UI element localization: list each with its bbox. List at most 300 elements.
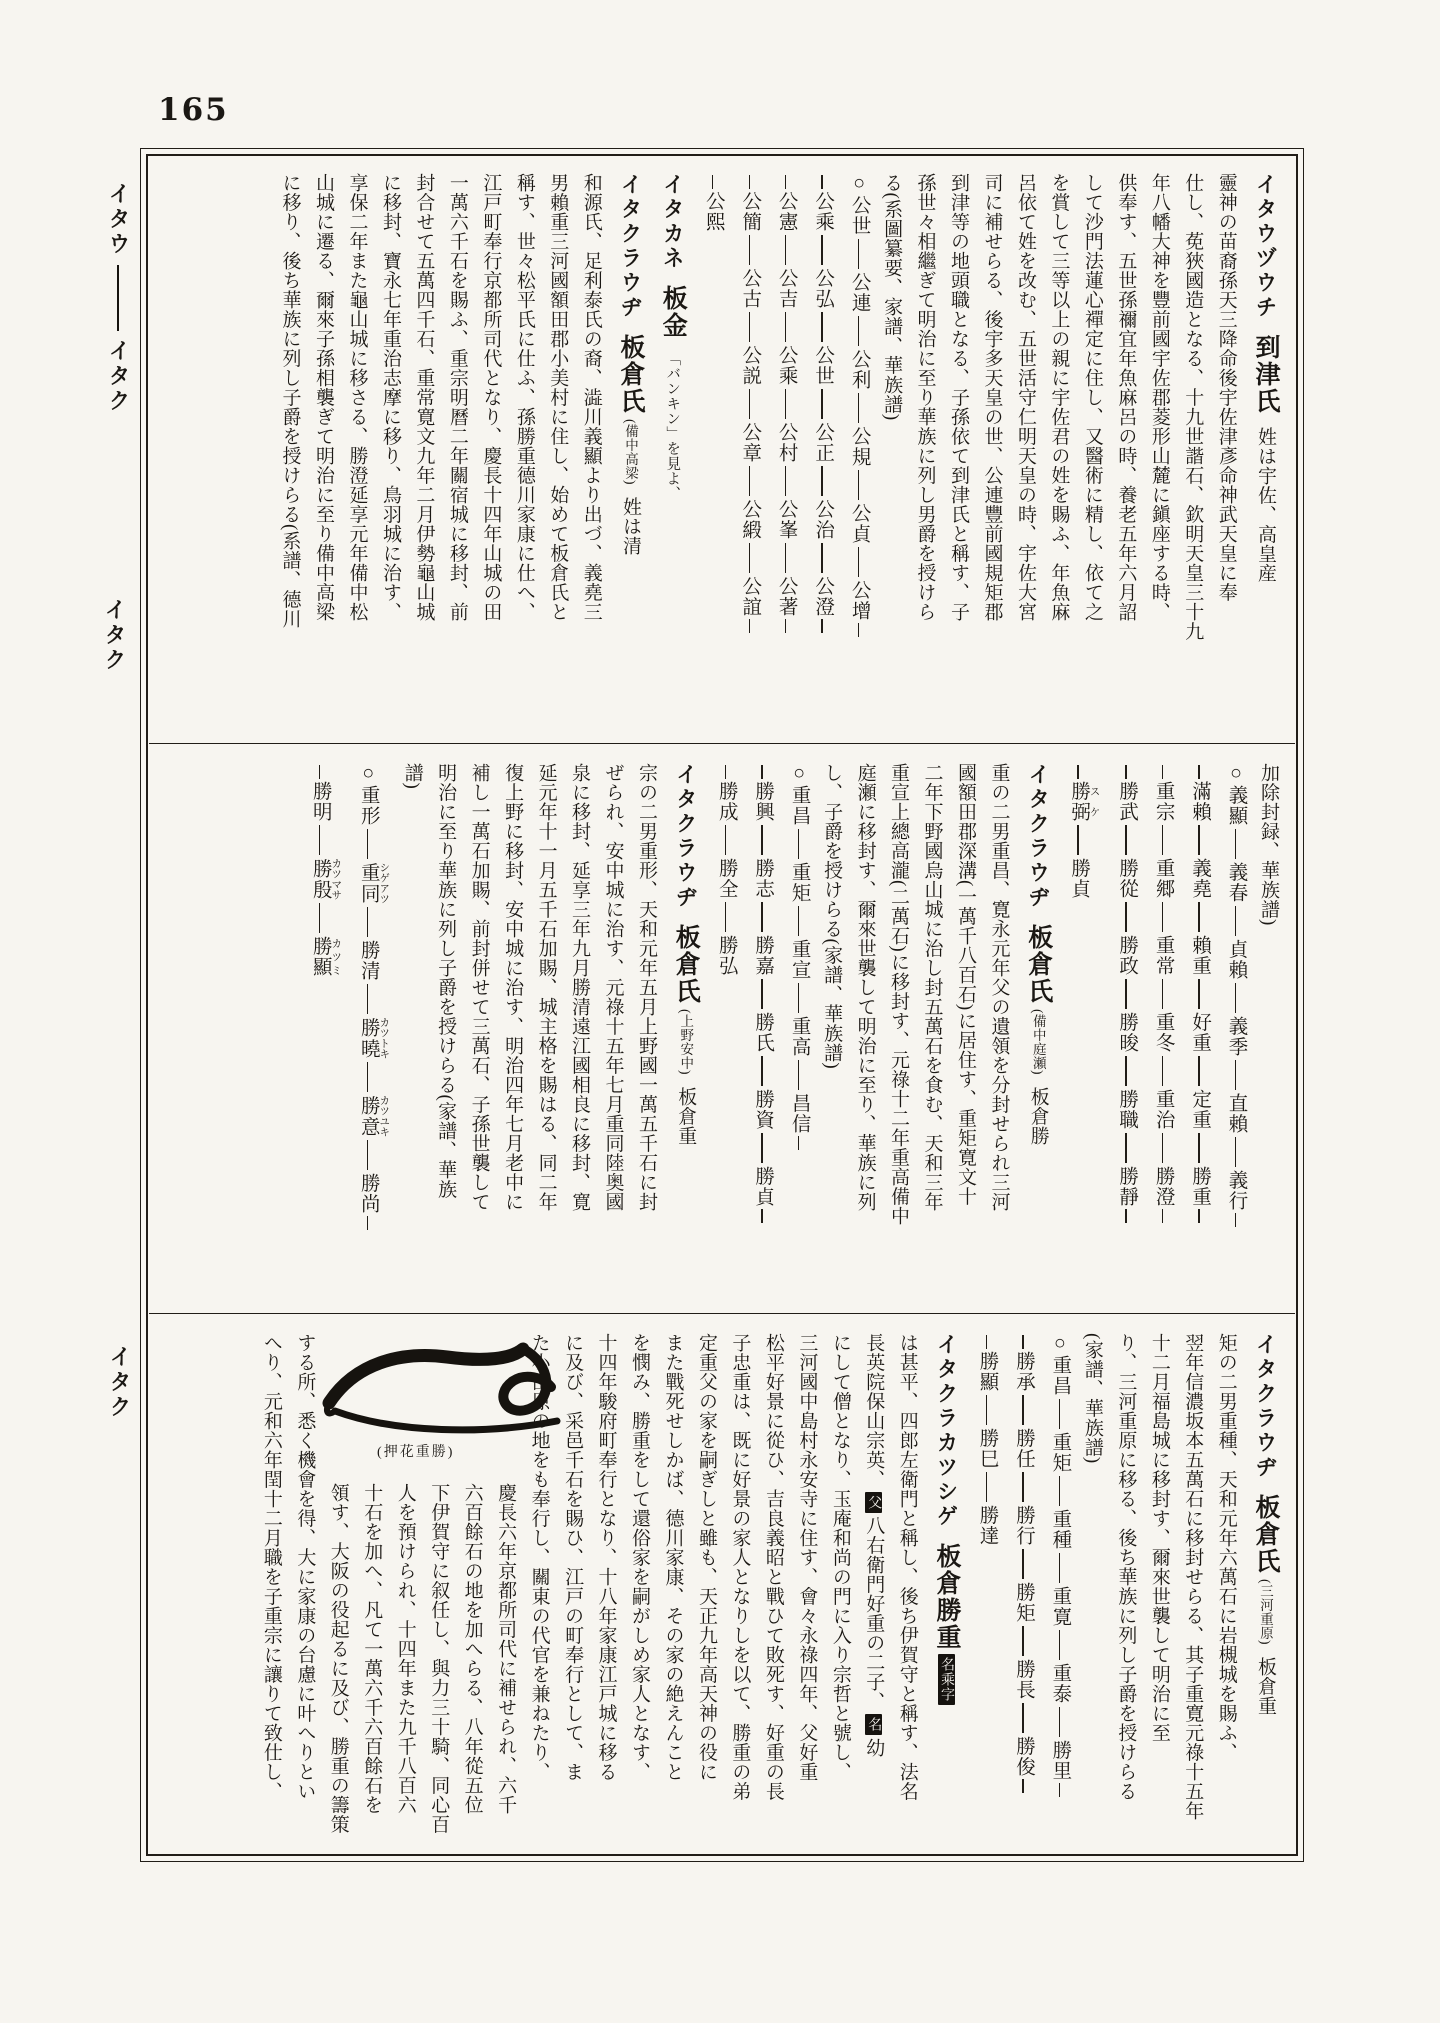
itakura-katsushige-text-column [629,1333,650,1839]
genealogy-connector [319,903,320,933]
genealogy-connector [858,393,859,423]
itouzuuchi-text-column [948,173,969,725]
genealogy-name: 勝尚 [357,1173,379,1214]
text-run: 享保二年また龜山城に移さる、勝澄延享元年備中松 [346,173,368,622]
itakura-katsushige-text-column [662,1333,683,1839]
section-divider-2 [149,1313,1295,1314]
genealogy-name: 勝矩 [1012,1582,1034,1623]
itakuraudi-annaka-text-column [636,763,657,1295]
genealogy-connector [1162,1056,1163,1086]
genealogy-connector [725,902,726,932]
genealogy-name: 重治 [1152,1089,1174,1130]
itakura-katsushige-text-column [829,1333,850,1839]
itakuraudi-niwase-title-note: (備中庭瀬) [1030,1009,1046,1075]
genealogy-name: 勝達 [976,1505,998,1546]
itakuraudi-takahashi-text-column [547,173,568,725]
genealogy-name: 公章 [739,422,761,463]
text-run: 長英院保山宗英、 [863,1333,885,1489]
genealogy-connector [319,825,320,855]
text-run: た小田原の地をも奉行し、關東の代官を兼ねたり、 [528,1333,550,1782]
margin-label-bottom: イタク [107,1345,132,1420]
genealogy-name: 公憲 [775,191,797,232]
itakuraudi-niwase-text-column [921,763,942,1295]
itouzuuchi-text-column [1081,173,1102,725]
genealogy-name: 公世 [812,345,834,386]
genealogy-connector [821,312,822,342]
itakura-katsushige-heading [932,1333,960,1839]
genealogy-continuation-stub [1235,1213,1236,1227]
itakuraudi-annaka-text-column [602,763,623,1295]
margin-label-top-second: イタク [106,339,131,414]
genealogy-connector [986,1472,987,1502]
kao-caption: (押花重勝) [377,1445,455,1460]
itakuraudi-shigehara-genealogy-column [1049,1333,1069,1839]
itakuraudi-shigehara-title: 板倉氏 [1252,1494,1279,1575]
text-run: 泉に移封、延享三年九月勝清遠江國相良に移封、寛 [569,763,591,1212]
genealogy-name: 公連 [848,272,870,313]
genealogy-name: 貞賴 [1225,939,1247,980]
genealogy-connector [367,1062,368,1092]
genealogy-connector [821,466,822,496]
genealogy-name: 賴重 [1189,935,1211,976]
itakuraudi-shigehara-lead-text: 板倉重 [1255,1657,1276,1716]
itouzuuchi-heading [1251,173,1279,725]
genealogy-connector [749,389,750,419]
genealogy-name: 公誼 [739,576,761,617]
genealogy-continuation-stub [1022,1779,1023,1793]
itakura-katsushige-text-column [762,1333,783,1839]
text-run: 矩の二男重種、天和元年六萬石に岩槻城を賜ふ、 [1215,1333,1237,1762]
genealogy-name: 公弘 [812,268,834,309]
genealogy-continuation-stub [785,619,786,633]
genealogy-name: 定重 [1189,1089,1211,1130]
genealogy-continuation-stub [761,1209,762,1223]
itakuraudi-takahashi-text-column [279,173,300,725]
genealogy-connector [1022,1549,1023,1579]
genealogy-connector [1162,902,1163,932]
genealogy-name: 公貞 [848,503,870,544]
genealogy-name: 勝資 [752,1089,774,1130]
genealogy-name: 公吉 [775,268,797,309]
itakuraudi-takahashi-text-column [413,173,434,725]
itakane-heading-kana: イタカネ [660,173,685,271]
text-run: 十石を加へ、凡て一萬六千六百餘石を [361,1483,383,1815]
genealogy-name: 勝全 [715,858,737,899]
genealogy-name: 公澄 [812,576,834,617]
itakura-katsushige-text-column [796,1333,817,1839]
itakuraudi-niwase-text-column [888,763,909,1295]
text-run: を憫み、勝重をして還俗家を嗣がしめ家人となす、 [629,1333,650,1782]
genealogy-connector [1059,1553,1060,1583]
itakuraudi-annaka-text-column [401,763,422,1295]
text-run: して沙門法蓮心禪定に住し、又醫術に精し、依て之 [1081,173,1103,622]
genealogy-connector [1235,906,1236,936]
genealogy-name: 勝承 [1012,1351,1034,1392]
genealogy-name: 勝曉 カツトキ [357,1017,390,1059]
itouzuuchi-text-column [1115,173,1136,725]
text-run: 明治に至り華族に列し子爵を授けらる(家譜、華族 [435,763,457,1199]
genealogy-name: 重泰 [1049,1663,1071,1704]
genealogy-furigana: スケ [1088,781,1100,822]
itakuraudi-shigehara-text-column [1215,1333,1236,1839]
genealogy-name: 公峯 [775,499,797,540]
itakuraudi-annaka-title: 板倉氏 [672,924,700,1005]
genealogy-connector [821,389,822,419]
text-run: 十四年駿府町奉行となり、十八年家康江戸城に移る [595,1333,617,1782]
text-run: 重の二男重昌、寛永元年父の遺領を分封せられ三河 [988,763,1010,1212]
genealogy-name: 勝顯 カツミ [309,936,342,977]
genealogy-connector [367,907,368,937]
genealogy-connector [798,1060,799,1090]
takahashi-continuation-genealogy-column [1152,763,1172,1295]
genealogy-connector [986,1395,987,1425]
genealogy-name: 重高 [788,1016,810,1057]
genealogy-name: 勝里 [1049,1740,1071,1781]
genealogy-connector [1059,1707,1060,1737]
kao-signature-image [315,1337,565,1441]
text-run: 到津等の地頭職となる、子孫依て到津氏と稱す、子 [948,173,969,622]
takahashi-continuation-text-column [1258,763,1279,1295]
genealogy-name: 勝氏 [752,1012,774,1053]
genealogy-name: 重冬 [1152,1012,1174,1053]
kao-signature-group [315,1333,516,1834]
genealogy-name: 重矩 [788,862,810,903]
takahashi-continuation-genealogy-column [1225,763,1245,1295]
genealogy-name: 公簡 [739,191,761,232]
genealogy-name: 直賴 [1225,1093,1247,1134]
itouzuuchi-genealogy-column [739,173,759,725]
genealogy-continuation-stub [821,619,822,633]
itakura-katsushige-title: 板倉勝重 [933,1543,960,1651]
genealogy-name: 勝任 [1012,1428,1034,1469]
genealogy-connector [749,235,750,265]
text-run: 加除封録、華族譜) [1258,763,1279,926]
genealogy-connector [821,543,822,573]
genealogy-connector [785,466,786,496]
itouzuuchi-genealogy-column [848,173,868,725]
genealogy-connector [785,389,786,419]
genealogy-name: 公熙 [702,191,724,232]
genealogy-name: 勝志 [752,858,774,899]
genealogy-connector [367,984,368,1014]
genealogy-continuation-stub [1125,1209,1126,1223]
itakura-katsushige-text-column [729,1333,750,1839]
genealogy-connector [858,239,859,269]
itouzuuchi-genealogy-column [775,173,795,725]
itakuraudi-niwase-heading-kana: イタクラウヂ [1025,763,1050,910]
itakuraudi-annaka-text-column [535,763,556,1295]
text-run: 靈神の苗裔孫天三降命後宇佐津彥命神武天皇に奉 [1215,173,1237,602]
takahashi-continuation-genealogy-column [1116,763,1136,1295]
genealogy-name: ○公世 [848,173,870,236]
text-run: 山城に遷る、爾來子孫相襲ぎて明治に至り備中高梁 [313,173,334,622]
genealogy-name: 公規 [848,426,870,467]
genealogy-furigana: カツマサ [330,858,342,900]
genealogy-connector [749,543,750,573]
itakuraudi-takahashi-text-column [446,173,467,725]
genealogy-connector [1198,1133,1199,1163]
text-run: に及び、采邑千石を賜ひ、江戸の町奉行として、ま [562,1333,584,1782]
itakuraudi-shigehara-genealogy-column [1012,1333,1032,1839]
text-run: 司に補せらる、後宇多天皇の世、公連豐前國規矩郡 [981,173,1003,622]
genealogy-connector [798,983,799,1013]
itakuraudi-niwase-title: 板倉氏 [1024,924,1052,1005]
genealogy-name: 勝長 [1012,1659,1034,1700]
genealogy-continuation-stub [712,175,713,189]
itakane-see-reference: 「バンキン」を見よ、 [664,351,681,501]
genealogy-connector [367,1140,368,1170]
genealogy-connector [858,316,859,346]
itouzuuchi-text-column [1148,173,1169,725]
text-run: 重宣上總高瀧(二萬石)に移封す、元祿十二年重高備中 [888,763,910,1226]
text-run: へり、元和六年閏十二月職を子重宗に讓りて致仕し、 [260,1333,282,1801]
itouzuuchi-title: 到津氏 [1252,334,1279,415]
text-run: 八右衛門好重の二子、 [863,1516,885,1711]
genealogy-name: 勝清 [357,940,379,981]
genealogy-connector [798,906,799,936]
genealogy-name: 重宣 [788,939,810,980]
text-run: 和源氏、足利泰氏の裔、澁川義顯より出づ、義堯三 [580,173,602,622]
genealogy-name: 勝明 [309,781,331,822]
genealogy-connector [821,235,822,265]
genealogy-name: 勝巳 [976,1428,998,1469]
genealogy-name: 公著 [775,576,797,617]
text-run: 宗の二男重形、天和元年五月上野國一萬五千石に封 [635,763,657,1212]
genealogy-connector [1022,1703,1023,1733]
itouzuuchi-text-column [1215,173,1236,725]
genealogy-name: 公古 [739,268,761,309]
itakuraudi-annaka-text-column [502,763,523,1295]
genealogy-connector [1125,1133,1126,1163]
itakuraudi-takahashi-heading [616,173,644,725]
text-run: 松平好景に從ひ、吉良義昭と戰ひて敗死す、好重の長 [762,1333,784,1801]
itakane-heading [658,173,686,725]
genealogy-name: 公説 [739,345,761,386]
genealogy-name: ○重形 [357,763,379,826]
genealogy-furigana: カツトキ [378,1017,390,1059]
genealogy-name: 公增 [848,580,870,621]
genealogy-connector [1235,983,1236,1013]
genealogy-continuation-stub [319,765,320,779]
itakuraudi-niwase-text-column [854,763,875,1295]
genealogy-connector [798,829,799,859]
genealogy-name: 勝弼 スケ [1068,781,1100,822]
text-run: 慶長六年京都所司代に補せられ、六千 [495,1483,517,1815]
genealogy-name: 公村 [775,422,797,463]
genealogy-connector [761,825,762,855]
itakuraudi-takahashi-lead-text: 姓は清 [620,497,641,556]
text-run: 稱す、世々松平氏に仕ふ、孫勝重德川家康に仕へ、 [513,173,535,622]
itakura-katsushige-text-column [260,1333,281,1839]
genealogy-continuation-stub [858,623,859,637]
genealogy-continuation-stub [1162,1209,1163,1223]
kao-signature-box [315,1333,516,1481]
genealogy-name: 昌信 [788,1093,810,1134]
band-bottom [151,1317,1293,1855]
genealogy-name: 勝重 [1189,1166,1211,1207]
genealogy-name: 勝政 [1116,935,1138,976]
itouzuuchi-genealogy-column [812,173,832,725]
genealogy-continuation-stub [367,1216,368,1230]
genealogy-connector [858,470,859,500]
genealogy-continuation-stub [785,175,786,189]
genealogy-name: 重種 [1049,1509,1071,1550]
genealogy-continuation-stub [1198,765,1199,779]
genealogy-continuation-stub [821,175,822,189]
genealogy-name: 勝晙 [1116,1012,1138,1053]
genealogy-connector [1125,825,1126,855]
itakuraudi-shigehara-text-column [1081,1333,1102,1839]
genealogy-connector [1059,1630,1060,1660]
text-run: 供奉す、五世孫禰宜年魚麻呂の時、養老五年六月詔 [1115,173,1137,622]
itakuraudi-shigehara-heading-kana: イタクラウヂ [1253,1333,1277,1480]
itouzuuchi-text-column [1014,173,1035,725]
genealogy-name: 勝意 カツユキ [357,1095,390,1137]
genealogy-furigana: シゲアツ [378,862,390,904]
genealogy-name: 勝成 [715,781,737,822]
genealogy-name: 勝顯 [976,1351,998,1392]
genealogy-name: 義堯 [1189,858,1211,899]
genealogy-connector [725,825,726,855]
genealogy-continuation-stub [1162,765,1163,779]
genealogy-name: ○重昌 [788,763,810,826]
itakura-katsushige-title-badge: 名乘字 [938,1654,955,1705]
inverted-note-badge: 名 [865,1714,882,1735]
text-run: 仕し、莬狹國造となる、十九世諧石、欽明天皇三十九 [1182,173,1204,641]
genealogy-connector [1022,1472,1023,1502]
itakuraudi-niwase-genealogy-column [788,763,808,1295]
text-run: に移封、寶永七年重治志摩に移り、鳥羽城に治す、 [379,173,401,622]
genealogy-connector [749,312,750,342]
itakuraudi-takahashi-text-column [379,173,400,725]
genealogy-name: 重宗 [1152,781,1174,822]
itouzuuchi-text-column [1048,173,1069,725]
genealogy-continuation-stub [1022,1335,1023,1349]
itakane-title: 板金 [659,285,687,339]
itakura-katsushige-heading-kana: イタクラカツシゲ [934,1333,958,1529]
itouzuuchi-text-column [914,173,935,725]
itakuraudi-shigehara-text-column [1148,1333,1169,1839]
itouzuuchi-text-column [981,173,1002,725]
genealogy-connector [785,312,786,342]
text-run: し、子爵を授けらる(家譜、華族譜) [821,763,843,1070]
genealogy-connector [1059,1476,1060,1506]
genealogy-furigana: カツユキ [378,1095,390,1137]
text-run: 六百餘石の地を加へらる、八年從五位 [461,1483,483,1815]
margin-label-dash [117,265,119,331]
genealogy-connector [1198,1056,1199,1086]
itakuraudi-shigehara-title-note: (三河重原) [1258,1579,1273,1645]
genealogy-connector [367,829,368,859]
itouzuuchi-heading-kana: イタウヅウチ [1253,173,1277,320]
genealogy-connector [749,466,750,496]
genealogy-connector [1162,825,1163,855]
margin-label-top [103,182,134,414]
text-run: 補し一萬石加賜、前封併せて三萬石、子孫世襲して [468,763,490,1212]
text-run: 二年下野國烏山城に治し封五萬石を食む、天和三年 [921,763,943,1212]
margin-label-top-first: イタウ [106,182,131,257]
genealogy-name: 勝貞 [1068,858,1090,899]
itouzuuchi-text-column [1182,173,1203,725]
genealogy-name: ○義顯 [1225,763,1247,826]
itouzuuchi-lead-text: 姓は宇佐、高皇産 [1255,427,1276,583]
text-run: 領す、大阪の役起るに及び、勝重の籌策 [327,1483,349,1834]
genealogy-connector [1125,902,1126,932]
genealogy-connector [761,1056,762,1086]
genealogy-name: 重寛 [1049,1586,1071,1627]
genealogy-connector [1125,979,1126,1009]
itakuraudi-takahashi-title: 板倉氏 [617,334,644,415]
genealogy-name: 公治 [812,499,834,540]
text-run: 復上野に移封、安中城に治す、明治四年七月老中に [502,763,524,1212]
genealogy-name: 好重 [1189,1012,1211,1053]
genealogy-name: 勝武 [1116,781,1138,822]
genealogy-name: 公緞 [739,499,761,540]
text-run: 孫世々相繼ぎて明治に至り華族に列し男爵を授けら [914,173,936,622]
genealogy-connector [1077,825,1078,855]
genealogy-connector [1235,1060,1236,1090]
genealogy-name: 勝弘 [715,935,737,976]
genealogy-name: 重同 シゲアツ [357,862,390,904]
text-run: る(系圖纂要、家譜、華族譜) [881,173,903,421]
text-run: を賞して三等以上の親に宇佐君の姓を賜ふ、年魚麻 [1048,173,1070,622]
text-run: り、三河重原に移る、後ち華族に列し子爵を授けらる [1115,1333,1137,1801]
band-top [151,157,1293,741]
itakuraudi-annaka-title-note: (上野安中) [678,1009,694,1075]
text-run: に移り、後ち華族に列し子爵を授けらる(系譜、德川 [279,173,301,629]
margin-label-middle: イタク [102,598,127,673]
genealogy-name: 勝從 [1116,858,1138,899]
text-run: する所、悉く機會を得、大に家康の台慮に叶へりとい [294,1333,316,1801]
text-run: にして僧となり、玉庵和尚の門に入り宗哲と號し、 [829,1333,851,1782]
genealogy-connector [761,1133,762,1163]
text-run: 子忠重は、既に好景の家人となりしを以て、勝重の弟 [729,1333,751,1801]
text-run: 三河國中島村永安寺に住す、會々永祿四年、父好重 [796,1333,818,1782]
genealogy-name: 重郷 [1152,858,1174,899]
itakuraudi-annaka-heading-kana: イタクラウヂ [673,763,698,910]
itakuraudi-takahashi-text-column [580,173,601,725]
itakuraudi-annaka-text-column [569,763,590,1295]
itakura-katsushige-text-column [294,1333,315,1839]
itakura-katsushige-text-column [896,1333,917,1839]
itakuraudi-niwase-text-column [955,763,976,1295]
genealogy-continuation-stub [798,1136,799,1150]
genealogy-continuation-stub [761,765,762,779]
genealogy-name: 勝興 [752,781,774,822]
itakuraudi-takahashi-heading-kana: イタクラウヂ [618,173,642,320]
genealogy-connector [785,543,786,573]
genealogy-name: 重矩 [1049,1432,1071,1473]
itakuraudi-niwase-genealogy-column [752,763,772,1295]
genealogy-connector [785,235,786,265]
text-run: (家譜、華族譜) [1081,1333,1103,1464]
itakuraudi-shigehara-heading [1251,1333,1279,1839]
genealogy-name: 義季 [1225,1016,1247,1057]
text-run: また戰死せしかば、德川家康、その家の絶えんこと [662,1333,684,1782]
text-run: は甚平、四郎左衛門と稱し、後ち伊賀守と稱す、法名 [896,1333,918,1801]
takahashi-continuation-genealogy-column [1189,763,1209,1295]
itakuraudi-takahashi-text-column [513,173,534,725]
text-run: 封合せて五萬四千石、重常寛文九年二月伊勢龜山城 [413,173,435,622]
text-run: 一萬六千石を賜ふ、重宗明曆二年關宿城に移封、前 [446,173,468,622]
genealogy-name: 勝行 [1012,1505,1034,1546]
text-run: 譜) [401,763,423,790]
itakuraudi-shigehara-text-column [1115,1333,1136,1839]
itakuraudi-annaka-text-column [468,763,489,1295]
genealogy-name: 勝俊 [1012,1736,1034,1777]
genealogy-continuation-stub [1125,765,1126,779]
itakura-katsushige-text-column [863,1333,884,1839]
